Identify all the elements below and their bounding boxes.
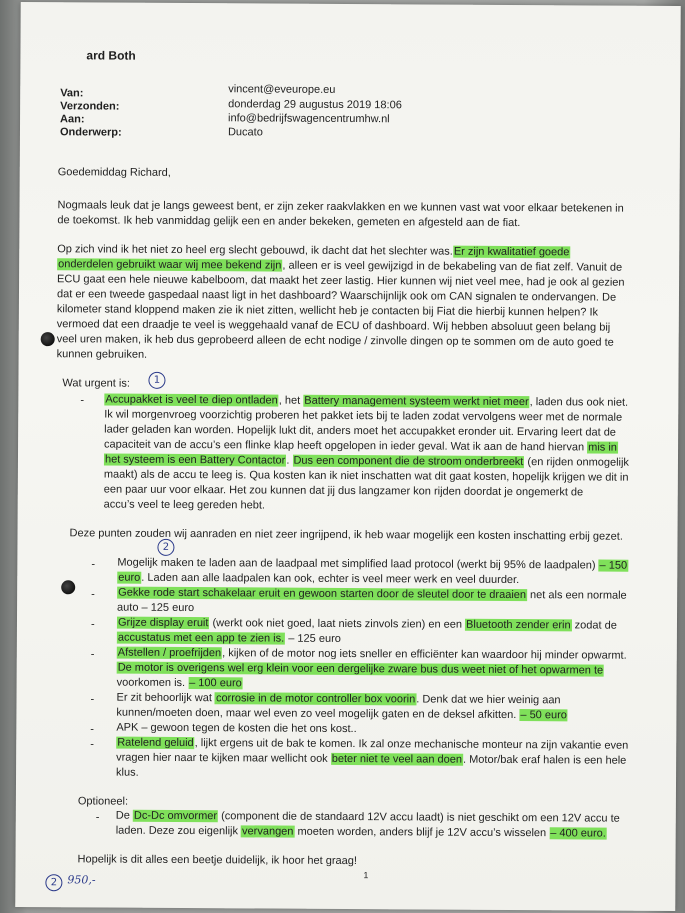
point-line: kunnen/moeten doen, maar wel even zo veel mogelijk gaten en de deksel afkitten. – 50 euro: [116, 706, 567, 722]
urgent-line: maakt) als de accu te leeg is. Qua kosten kan ik niet inschatten wat dit gaat kosten, hopelijk krijgen we dit in: [103, 468, 629, 484]
optional-line: laden. Deze zou eigenlijk vervangen moeten worden, anders blijf je 12V accu’s wisselen – 400 euro.: [115, 824, 606, 840]
point-line: accustatus met een app te zien is. – 125 euro: [117, 631, 341, 645]
urgent-line: Ik wil morgenvroeg voorzichtig proberen het pakket iets bij te laden zodat vervolgens weer met de normale: [104, 408, 623, 424]
point-line: Gekke rode start schakelaar eruit en gewoon starten door de sleutel door te draaien net als een normale: [118, 586, 627, 602]
urgent-line: Accupakket is veel te diep ontladen, het Battery management systeem werkt niet meer, laden dus ook niet.: [105, 393, 629, 409]
handwritten-circle-note: 2: [45, 874, 62, 891]
sent-label: Verzonden:: [60, 100, 120, 113]
point-line: euro. Laden aan alle laadpalen kan ook, echter is veel meer werk en veel duurder.: [118, 571, 520, 587]
bullet-dash: -: [90, 648, 95, 661]
urgent-line: lader geladen kan worden. Hopelijk lukt dit, anders moet het accupakket eronder uit. Ervaring leert dat de: [104, 423, 616, 439]
subject-label: Onderwerp:: [59, 126, 122, 139]
page-number: 1: [363, 870, 369, 881]
subject-value: Ducato: [227, 126, 263, 139]
bullet-dash: -: [91, 588, 95, 601]
paragraph-2-line: kunnen gebruiken.: [56, 348, 148, 361]
handwritten-circle-2: 2: [157, 539, 174, 556]
paragraph-1-line: Nogmaals leuk dat je langs geweest bent, er zijn zeker raakvlakken en we kunnen vast wat voor elkaar betekenen in: [57, 199, 624, 215]
urgent-line: accu’s veel te leeg gereden hebt.: [103, 498, 265, 512]
bullet-dash: -: [90, 693, 95, 706]
point-line: klus.: [116, 766, 139, 779]
bullet-dash: -: [90, 618, 95, 631]
point-line: auto – 125 euro: [117, 601, 195, 615]
paragraph-2-line: vermoed dat een draadje te veel is weggehaald vanaf de ECU of dashboard. Wij hebben absoluut geen belang bij: [56, 318, 611, 334]
paragraph-2-line: veel uren maken, ik heb dus geprobeerd alleen de echt nodige / zinvolle dingen op te sommen om de auto goed te: [56, 333, 614, 349]
letter-page: [15, 2, 681, 911]
handwritten-circle-1: 1: [148, 372, 165, 389]
point-line: Ratelend geluid, lijkt ergens uit de bak te komen. Ik zal onze mechanische monteur na zijn vakantie even: [117, 736, 629, 752]
point-line: voorkomen is. – 100 euro: [116, 676, 242, 690]
bullet-dash: -: [80, 394, 85, 407]
punch-hole: [61, 580, 75, 594]
bullet-dash: -: [90, 738, 94, 751]
optional-line: De Dc-Dc omvormer (component die de standaard 12V accu laadt) is niet geschikt om een 12V accu te: [115, 809, 620, 825]
to-value: info@bedrijfswagencentrumhw.nl: [228, 112, 390, 126]
urgent-line: capaciteit van de accu’s een flinke klap heeft opgelopen in ieder geval. Wat ik aan de hand hiervan mis in: [104, 438, 617, 454]
optional-title: Optioneel:: [77, 795, 129, 808]
point-line: APK – gewoon tegen de kosten die het ons kost..: [116, 721, 357, 736]
handwritten-total: 950,-: [67, 873, 96, 887]
header-name-fragment: ard Both: [86, 48, 136, 63]
urgent-title: Wat urgent is:: [62, 377, 130, 390]
from-label: Van:: [60, 87, 84, 100]
punch-hole: [41, 332, 55, 346]
point-line: Afstellen / proefrijden, kijken of de motor nog iets sneller en efficiënter kan waardoor hij minder opwarmt.: [117, 646, 627, 662]
greeting: Goedemiddag Richard,: [57, 166, 171, 179]
point-line: Grijze display eruit (werkt ook niet goed, laat niets zinvols zien) en een Bluetooth zender erin zodat de: [117, 616, 617, 632]
point-line: Mogelijk maken te laden aan de laadpaal met simplified laad protocol (werkt bij 95% de laadpalen) – 150: [117, 556, 628, 572]
urgent-line: het systeem is een Battery Contactor. Dus een component die de stroom onderbreekt (en rijden onmogelijk: [104, 453, 629, 469]
bullet-dash: -: [90, 723, 95, 736]
paragraph-2-line: ECU gaat een hele nieuwe kabelboom, dat maakt het zeer lastig. Hier kunnen wij niet veel mee, had je ook al gezien: [57, 273, 625, 289]
from-value: vincent@eveurope.eu: [228, 83, 336, 96]
paragraph-2-line: dat er een tweede gaspedaal naast ligt in het dashboard? Waarschijnlijk ook om CAN signalen te ondervangen. De: [56, 288, 617, 304]
paragraph-2-line: Op zich vind ik het niet zo heel erg slecht gebouwd, ik dacht dat het slechter was.Er zijn kwalitatief goede: [57, 243, 570, 259]
paragraph-2-line: kilometer stand kloppend maken zie ik niet zitten, wellicht heb je contacten bij Fiat die hierbij kunnen helpen? Ik: [56, 303, 599, 319]
sent-value: donderdag 29 augustus 2019 18:06: [228, 98, 402, 112]
paragraph-2-line: onderdelen gebruikt waar wij mee bekend zijn, alleen er is veel gewijzigd in de bekabeling van de fiat zelf. Vanuit de: [58, 258, 623, 274]
to-label: Aan:: [60, 113, 85, 126]
points-intro: Deze punten zouden wij aanraden en niet zeer ingrijpend, ik heb waar mogelijk een kosten inschatting erbij gezet.: [69, 527, 623, 543]
paragraph-1-line: de toekomst. Ik heb vanmiddag gelijk een en ander bekeken, gemeten en afgesteld aan de fiat.: [57, 214, 521, 230]
point-line: Er zit behoorlijk wat corrosie in de motor controller box voorin. Denk dat we hier weinig aan: [116, 691, 561, 707]
closing-line: Hopelijk is dit alles een beetje duidelijk, ik hoor het graag!: [77, 853, 358, 868]
urgent-line: een paar uur voor elkaar. Het zou kunnen dat jij dus langzamer kon rijden doordat je ongemerkt de: [103, 483, 584, 499]
bullet-dash: -: [91, 558, 96, 571]
point-line: vragen hier naar te kijken maar wellicht ook beter niet te veel aan doen. Motor/bak eraf halen is een hele: [116, 751, 627, 767]
bullet-dash: -: [95, 811, 100, 824]
point-line: De motor is overigens wel erg klein voor een dergelijke zware bus dus weet niet of het opwarmen te: [117, 661, 604, 677]
